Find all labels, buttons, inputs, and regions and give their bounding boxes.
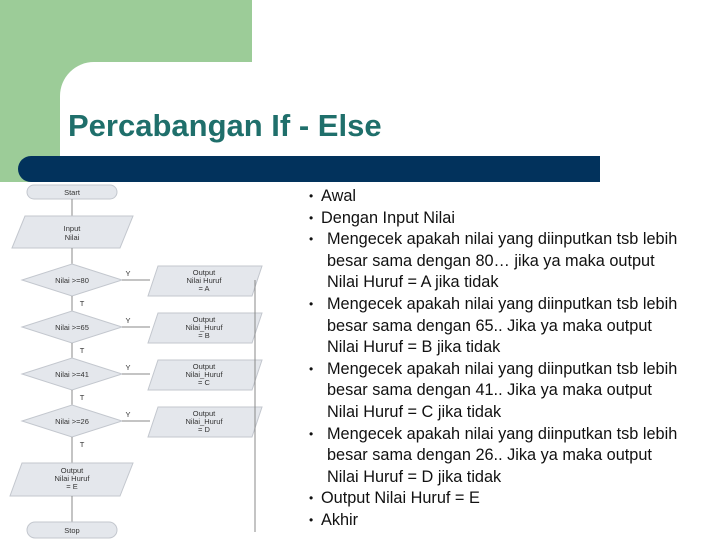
bullet-item [305, 510, 720, 532]
output-label: Output [192, 409, 216, 418]
output-label: = A [198, 284, 210, 293]
output-label: Output [192, 315, 216, 324]
input-label: Nilai [64, 233, 80, 242]
output-label: = B [198, 331, 210, 340]
yes-label: Y [125, 363, 131, 372]
final-output-label: = E [66, 482, 78, 491]
bullet-line: besar sama dengan 26.. Jika ya maka output [327, 446, 652, 465]
yes-label: Y [125, 316, 131, 325]
start-label: Start [64, 188, 80, 197]
output-label: Output [192, 362, 216, 371]
no-label: T [79, 393, 85, 402]
no-label: T [79, 440, 85, 449]
output-label: Nilai Huruf [186, 276, 222, 285]
yes-label: Y [125, 410, 131, 419]
no-label: T [79, 299, 85, 308]
input-label: Input [63, 224, 81, 233]
output-label: = C [198, 378, 210, 387]
bullet-line: besar sama dengan 41.. Jika ya maka output [327, 381, 652, 400]
bullet-item [305, 359, 720, 424]
decision-label: Nilai >=26 [55, 417, 89, 426]
yes-label: Y [125, 269, 131, 278]
bullet-line: • Dengan Input Nilai [321, 208, 455, 227]
bullet-line: • Mengecek apakah nilai yang diinputkan tsb lebih [327, 424, 678, 443]
bullet-line: • Awal [321, 187, 356, 205]
decision-label: Nilai >=80 [55, 276, 89, 285]
bullet-line: Nilai Huruf = B jika tidak [327, 338, 501, 357]
final-output-label: Output [60, 466, 84, 475]
output-label: Nilai_Huruf [185, 323, 223, 332]
bullet-line: Nilai Huruf = A jika tidak [327, 273, 499, 292]
bullet-list [305, 186, 720, 532]
bullet-item [305, 229, 720, 294]
bullet-line: • Output Nilai Huruf = E [321, 489, 480, 508]
bullet-line: besar sama dengan 65.. Jika ya maka output [327, 316, 652, 335]
bullet-item [305, 294, 720, 359]
output-label: = D [198, 425, 210, 434]
bullet-item [305, 488, 720, 510]
bullet-item [305, 424, 720, 489]
bullet-line: besar sama dengan 80… jika ya maka output [327, 251, 655, 270]
bullet-line: • Akhir [321, 510, 359, 529]
bullet-line: Nilai Huruf = D jika tidak [327, 467, 502, 486]
bullet-line: • Mengecek apakah nilai yang diinputkan tsb lebih [327, 230, 678, 249]
decision-label: Nilai >=41 [55, 370, 89, 379]
stop-label: Stop [64, 526, 80, 535]
slide-title: Percabangan If - Else [68, 108, 382, 143]
bullet-item [305, 186, 720, 208]
bullet-line: • Mengecek apakah nilai yang diinputkan tsb lebih [327, 294, 678, 313]
flowchart [0, 182, 265, 540]
output-label: Output [192, 268, 216, 277]
output-label: Nilai_Huruf [185, 417, 223, 426]
bullet-line: Nilai Huruf = C jika tidak [327, 402, 502, 421]
final-output-label: Nilai Huruf [54, 474, 90, 483]
no-label: T [79, 346, 85, 355]
output-label: Nilai_Huruf [185, 370, 223, 379]
title-underline-bar [18, 156, 600, 182]
bullet-line: • Mengecek apakah nilai yang diinputkan tsb lebih [327, 359, 678, 378]
bullet-item [305, 208, 720, 230]
decision-label: Nilai >=65 [55, 323, 89, 332]
